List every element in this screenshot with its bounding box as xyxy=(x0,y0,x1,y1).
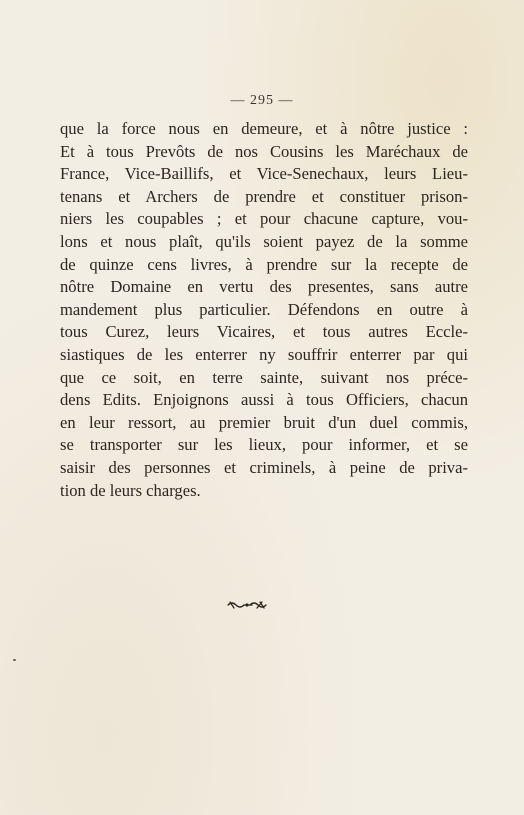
paper-speck xyxy=(13,659,16,661)
text-line: de quinze cens livres, à prendre sur la recepte de xyxy=(60,254,468,274)
text-line: Et à tous Prevôts de nos Cousins les Maréchaux de xyxy=(60,141,468,161)
text-line: niers les coupables ; et pour chacune capture, vou- xyxy=(60,209,468,229)
text-line: que la force nous en demeure, et à nôtre justice : xyxy=(60,119,468,138)
text-line: tenans et Archers de prendre et constituer prison- xyxy=(60,186,468,206)
text-line: tous Curez, leurs Vicaires, et tous autres Eccle- xyxy=(60,322,468,342)
text-line: saisir des personnes et criminels, à peine de priva- xyxy=(60,457,468,477)
text-line: France, Vice-Baillifs, et Vice-Senechaux, leurs Lieu- xyxy=(60,164,468,184)
text-line: dens Edits. Enjoignons aussi à tous Officiers, chacun xyxy=(60,390,468,410)
text-line: siastiques de les enterrer ny souffrir enterrer par qui xyxy=(60,344,468,364)
ornament-icon xyxy=(226,598,268,612)
text-line: en leur ressort, au premier bruit d'un duel commis, xyxy=(60,412,468,432)
text-line: lons et nous plaît, qu'ils soient payez de la somme xyxy=(60,231,468,251)
text-line: nôtre Domaine en vertu des presentes, sans autre xyxy=(60,277,468,297)
body-text xyxy=(60,118,468,502)
text-line-last: tion de leurs charges. xyxy=(60,480,201,500)
page-number: — 295 — xyxy=(230,93,294,108)
text-line: que ce soit, en terre sainte, suivant nos préce- xyxy=(60,367,468,387)
text-line: mandement plus particulier. Défendons en outre à xyxy=(60,299,468,319)
text-line: se transporter sur les lieux, pour informer, et se xyxy=(60,435,468,455)
